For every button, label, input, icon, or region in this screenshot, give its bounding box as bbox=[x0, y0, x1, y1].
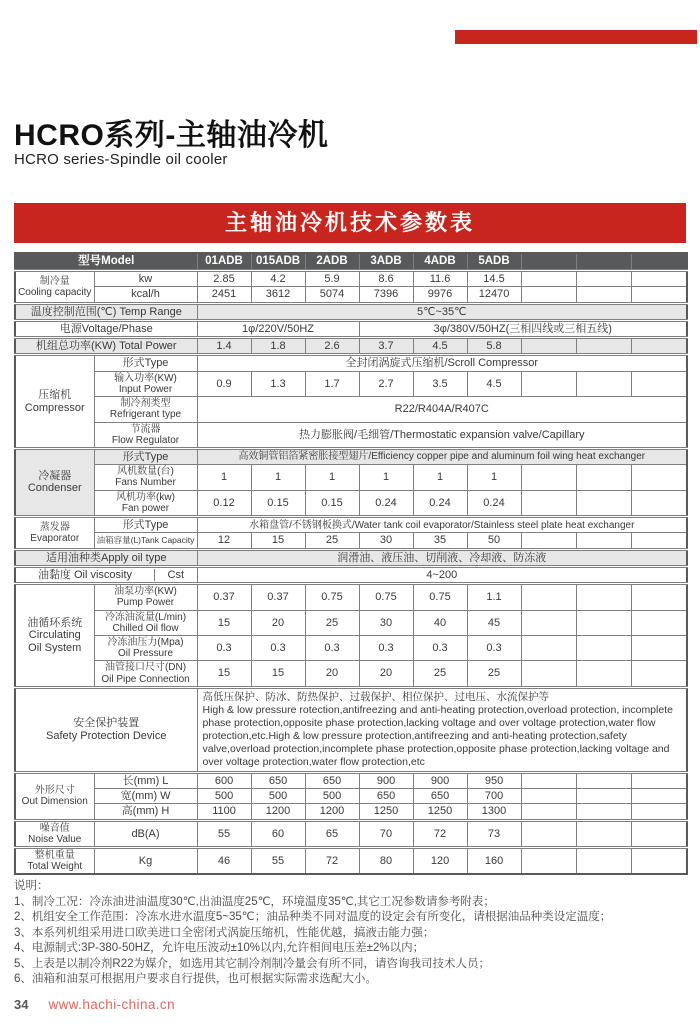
table-cell bbox=[631, 287, 687, 303]
note-line: 1、制冷工况：冷冻油进油温度30℃,出油温度25℃，环境温度35℃,其它工况参数请参考附表； bbox=[14, 895, 495, 908]
table-cell: kw bbox=[94, 270, 197, 286]
table-cell: 1.3 bbox=[251, 371, 305, 396]
table-cell: 0.24 bbox=[467, 490, 521, 516]
table-row bbox=[15, 490, 687, 516]
table-cell: 1φ/220V/50HZ bbox=[197, 320, 359, 337]
table-cell bbox=[576, 635, 631, 660]
page-footer bbox=[14, 997, 175, 1012]
table-cell bbox=[631, 820, 687, 847]
table-cell: 1200 bbox=[251, 804, 305, 820]
table-cell: 安全保护装置 Safety Protection Device bbox=[15, 687, 197, 772]
column-header-cell bbox=[521, 253, 576, 270]
table-cell bbox=[521, 338, 576, 355]
table-cell bbox=[631, 270, 687, 286]
table-row bbox=[15, 549, 687, 566]
page-subtitle: HCRO series-Spindle oil cooler bbox=[14, 151, 228, 168]
table-cell: 46 bbox=[197, 848, 251, 875]
table-cell: 润滑油、液压油、切削液、冷却液、防冻液 bbox=[197, 549, 687, 566]
table-cell: 适用油种类Apply oil type bbox=[15, 549, 197, 566]
table-cell: 20 bbox=[251, 610, 305, 635]
table-cell: 11.6 bbox=[413, 270, 467, 286]
table-cell: 5.8 bbox=[467, 338, 521, 355]
table-cell bbox=[576, 371, 631, 396]
table-cell: 2.85 bbox=[197, 270, 251, 286]
table-row bbox=[15, 338, 687, 355]
table-row bbox=[15, 371, 687, 396]
table-cell: 油循环系统 Circulating Oil System bbox=[15, 584, 94, 688]
table-cell: 15 bbox=[197, 661, 251, 687]
table-cell: 25 bbox=[413, 661, 467, 687]
table-cell bbox=[631, 584, 687, 610]
table-cell bbox=[576, 610, 631, 635]
table-cell: 55 bbox=[197, 820, 251, 847]
table-cell: 1300 bbox=[467, 804, 521, 820]
table-cell: 冷凝器 Condenser bbox=[15, 448, 94, 516]
table-cell: 0.9 bbox=[197, 371, 251, 396]
table-cell: 2451 bbox=[197, 287, 251, 303]
table-cell: 15 bbox=[251, 533, 305, 549]
table-cell: 5074 bbox=[305, 287, 359, 303]
table-cell: 高(mm) H bbox=[94, 804, 197, 820]
table-cell: dB(A) bbox=[94, 820, 197, 847]
table-cell bbox=[576, 804, 631, 820]
table-cell: 55 bbox=[251, 848, 305, 875]
table-cell: 冷冻油流量(L/min) Chilled Oil flow bbox=[94, 610, 197, 635]
table-cell: 3φ/380V/50HZ(三相四线或三相五线) bbox=[359, 320, 687, 337]
notes-section bbox=[14, 879, 690, 988]
table-cell: 热力膨胀阀/毛细管/Thermostatic expansion valve/Capillary bbox=[197, 422, 687, 448]
table-cell: 900 bbox=[359, 772, 413, 788]
table-cell: 0.3 bbox=[359, 635, 413, 660]
table-cell bbox=[576, 287, 631, 303]
table-cell bbox=[576, 789, 631, 804]
table-cell: 120 bbox=[413, 848, 467, 875]
table-cell: 机组总功率(KW) Total Power bbox=[15, 338, 197, 355]
column-header-cell: 3ADB bbox=[359, 253, 413, 270]
table-row bbox=[15, 687, 687, 772]
table-cell: 40 bbox=[413, 610, 467, 635]
table-cell bbox=[521, 820, 576, 847]
table-cell bbox=[576, 490, 631, 516]
table-cell: 700 bbox=[467, 789, 521, 804]
column-header-cell: 01ADB bbox=[197, 253, 251, 270]
table-row bbox=[15, 320, 687, 337]
table-cell bbox=[576, 661, 631, 687]
column-header-cell: 型号Model bbox=[15, 253, 197, 270]
table-cell: 30 bbox=[359, 610, 413, 635]
table-cell: 30 bbox=[359, 533, 413, 549]
table-cell bbox=[631, 465, 687, 490]
table-cell: 温度控制范围(℃) Temp Range bbox=[15, 303, 197, 320]
table-cell: 3612 bbox=[251, 287, 305, 303]
table-cell: 油泵功率(KW) Pump Power bbox=[94, 584, 197, 610]
table-cell: 160 bbox=[467, 848, 521, 875]
table-cell: 1 bbox=[413, 465, 467, 490]
table-cell: 4.2 bbox=[251, 270, 305, 286]
top-accent-bar bbox=[455, 30, 697, 44]
table-cell: 0.15 bbox=[305, 490, 359, 516]
table-title-text: 主轴油冷机技术参数表 bbox=[224, 210, 475, 235]
table-cell: 1.4 bbox=[197, 338, 251, 355]
table-cell bbox=[576, 584, 631, 610]
table-cell: 压缩机 Compressor bbox=[15, 355, 94, 448]
table-cell: 1 bbox=[197, 465, 251, 490]
table-cell: 0.75 bbox=[359, 584, 413, 610]
note-line: 5、上表是以制冷剂R22为媒介，如选用其它制冷剂制冷量会有所不同，请咨询我司技术人员； bbox=[14, 957, 490, 970]
table-cell: kcal/h bbox=[94, 287, 197, 303]
table-header-row bbox=[15, 253, 687, 270]
table-cell: 1250 bbox=[413, 804, 467, 820]
table-cell: 2.6 bbox=[305, 338, 359, 355]
table-cell: 0.3 bbox=[305, 635, 359, 660]
table-cell: 25 bbox=[305, 533, 359, 549]
table-cell: 外形尺寸 Out Dimension bbox=[15, 772, 94, 820]
table-cell: Cst bbox=[167, 568, 184, 581]
table-cell: 650 bbox=[359, 789, 413, 804]
table-cell: 15 bbox=[251, 661, 305, 687]
table-row bbox=[15, 287, 687, 303]
table-cell bbox=[631, 490, 687, 516]
table-cell: 0.37 bbox=[251, 584, 305, 610]
table-cell bbox=[631, 635, 687, 660]
table-cell: 72 bbox=[305, 848, 359, 875]
table-cell: 形式Type bbox=[94, 516, 197, 532]
table-cell: 1 bbox=[359, 465, 413, 490]
table-cell bbox=[631, 371, 687, 396]
website-url[interactable]: www.hachi-china.cn bbox=[48, 997, 175, 1012]
table-cell: 节流器 Flow Regulator bbox=[94, 422, 197, 448]
table-cell: 输入功率(KW) Input Power bbox=[94, 371, 197, 396]
table-cell: 油管接口尺寸(DN) Oil Pipe Connection bbox=[94, 661, 197, 687]
table-cell: 4.5 bbox=[467, 371, 521, 396]
table-cell: 500 bbox=[251, 789, 305, 804]
table-cell bbox=[521, 490, 576, 516]
table-cell: 0.12 bbox=[197, 490, 251, 516]
spec-table bbox=[14, 252, 686, 875]
table-row bbox=[15, 397, 687, 422]
table-cell: 73 bbox=[467, 820, 521, 847]
table-cell: 整机重量 Total Weight bbox=[15, 848, 94, 875]
table-cell: 油箱容量(L)Tank Capacity bbox=[94, 533, 197, 549]
table-cell: 1 bbox=[251, 465, 305, 490]
table-cell bbox=[521, 661, 576, 687]
page-number: 34 bbox=[14, 997, 29, 1012]
note-line: 6、油箱和油泵可根据用户要求自行提供，也可根据实际需求选配大小。 bbox=[14, 973, 377, 985]
table-cell bbox=[521, 804, 576, 820]
table-cell: 风机功率(kw) Fan power bbox=[94, 490, 197, 516]
table-cell: 900 bbox=[413, 772, 467, 788]
table-row bbox=[15, 566, 687, 583]
table-cell bbox=[521, 848, 576, 875]
column-header-cell: 2ADB bbox=[305, 253, 359, 270]
table-cell: 1100 bbox=[197, 804, 251, 820]
table-cell: 风机数量(台) Fans Number bbox=[94, 465, 197, 490]
table-cell: 全封闭涡旋式压缩机/Scroll Compressor bbox=[197, 355, 687, 371]
table-cell bbox=[631, 772, 687, 788]
note-line: 4、电源制式:3P-380-50HZ，允许电压波动±10%以内,允许相间电压差±2%以内； bbox=[14, 942, 425, 954]
column-header-cell bbox=[631, 253, 687, 270]
table-cell: 长(mm) L bbox=[94, 772, 197, 788]
table-cell: 72 bbox=[413, 820, 467, 847]
table-row bbox=[15, 789, 687, 804]
table-cell: 25 bbox=[467, 661, 521, 687]
table-cell: 45 bbox=[467, 610, 521, 635]
column-header-cell: 015ADB bbox=[251, 253, 305, 270]
table-cell bbox=[521, 533, 576, 549]
table-cell: 0.24 bbox=[359, 490, 413, 516]
table-cell: 形式Type bbox=[94, 355, 197, 371]
table-cell: 5℃~35℃ bbox=[197, 303, 687, 320]
table-cell bbox=[521, 789, 576, 804]
table-cell: 0.3 bbox=[251, 635, 305, 660]
table-cell: 形式Type bbox=[94, 448, 197, 464]
table-cell: 7396 bbox=[359, 287, 413, 303]
table-cell: 650 bbox=[251, 772, 305, 788]
table-row bbox=[15, 804, 687, 820]
table-row bbox=[15, 448, 687, 464]
table-row bbox=[15, 422, 687, 448]
table-cell bbox=[521, 610, 576, 635]
table-cell: 高低压保护、防冰、防热保护、过载保护、相位保护、过电压、水流保护等 High & low pressure rotection,antifreezing and anti-heating protection,overload protection, incomplete phase protection,opposite phase protection,lacking voltage and over voltage protection,water flow protection,etc.High & low pressure protection,antifreezing and anti-heating protection,safety valve,overload protection,incomplete phase protection,opposite phase protection,lacking voltage and over voltage protection,water flow protection,etc bbox=[197, 687, 687, 772]
table-row bbox=[15, 533, 687, 549]
table-cell bbox=[631, 789, 687, 804]
table-cell bbox=[576, 772, 631, 788]
table-cell: 8.6 bbox=[359, 270, 413, 286]
table-cell: 制冷量 Cooling capacity bbox=[15, 270, 94, 303]
table-cell: Kg bbox=[94, 848, 197, 875]
table-cell: 950 bbox=[467, 772, 521, 788]
table-cell: 65 bbox=[305, 820, 359, 847]
table-cell: 650 bbox=[305, 772, 359, 788]
table-cell bbox=[576, 533, 631, 549]
table-cell: 0.75 bbox=[413, 584, 467, 610]
table-cell: 0.15 bbox=[251, 490, 305, 516]
table-cell: 0.37 bbox=[197, 584, 251, 610]
table-cell: 1 bbox=[305, 465, 359, 490]
table-cell: 高效铜管铝箔紧密胀接型翅片/Efficiency copper pipe and aluminum foil wing heat exchanger bbox=[197, 448, 687, 464]
table-cell: 油黏度 Oil viscosity bbox=[16, 569, 155, 581]
table-cell: 20 bbox=[359, 661, 413, 687]
table-row bbox=[15, 772, 687, 788]
table-cell: 0.75 bbox=[305, 584, 359, 610]
table-cell bbox=[521, 772, 576, 788]
table-row bbox=[15, 584, 687, 610]
column-header-cell: 4ADB bbox=[413, 253, 467, 270]
table-cell: 水箱盘管/不锈钢板换式/Water tank coil evaporator/Stainless steel plate heat exchanger bbox=[197, 516, 687, 532]
table-cell bbox=[521, 635, 576, 660]
table-cell bbox=[521, 270, 576, 286]
table-cell bbox=[576, 820, 631, 847]
table-cell bbox=[631, 533, 687, 549]
table-cell bbox=[576, 848, 631, 875]
table-cell: 25 bbox=[305, 610, 359, 635]
table-row bbox=[15, 848, 687, 875]
table-cell: 600 bbox=[197, 772, 251, 788]
table-cell bbox=[576, 338, 631, 355]
table-cell: 电源Voltage/Phase bbox=[15, 320, 197, 337]
table-cell: 5.9 bbox=[305, 270, 359, 286]
table-cell: 宽(mm) W bbox=[94, 789, 197, 804]
table-cell: 0.24 bbox=[413, 490, 467, 516]
page-title: HCRO系列-主轴油冷机 bbox=[14, 119, 329, 152]
table-cell: 4~200 bbox=[197, 566, 687, 583]
table-cell bbox=[521, 287, 576, 303]
table-cell bbox=[576, 270, 631, 286]
table-title-banner bbox=[14, 203, 686, 243]
note-line: 2、机组安全工作范围：冷冻水进水温度5~35℃；油品种类不同对温度的设定会有所变化，请根据油品种类设定温度； bbox=[14, 911, 612, 923]
table-cell: 4.5 bbox=[413, 338, 467, 355]
table-cell: 14.5 bbox=[467, 270, 521, 286]
table-cell bbox=[631, 610, 687, 635]
table-cell: 35 bbox=[413, 533, 467, 549]
column-header-cell: 5ADB bbox=[467, 253, 521, 270]
note-line: 3、本系列机组采用进口欧美进口全密闭式涡旋压缩机，性能优越，搞液击能力强； bbox=[14, 926, 435, 939]
table-cell: 0.3 bbox=[467, 635, 521, 660]
table-cell: 1.1 bbox=[467, 584, 521, 610]
table-cell: 1200 bbox=[305, 804, 359, 820]
table-cell: 3.5 bbox=[413, 371, 467, 396]
table-cell: 1.8 bbox=[251, 338, 305, 355]
table-cell: R22/R404A/R407C bbox=[197, 397, 687, 422]
table-cell: 1 bbox=[467, 465, 521, 490]
table-cell bbox=[631, 661, 687, 687]
table-cell: 500 bbox=[197, 789, 251, 804]
table-cell bbox=[631, 804, 687, 820]
table-cell: 2.7 bbox=[359, 371, 413, 396]
table-cell bbox=[631, 338, 687, 355]
table-cell: 制冷剂类型 Refrigerant type bbox=[94, 397, 197, 422]
table-cell: 冷冻油压力(Mpa) Oil Pressure bbox=[94, 635, 197, 660]
table-cell: 1.7 bbox=[305, 371, 359, 396]
table-row bbox=[15, 270, 687, 286]
table-cell: 15 bbox=[197, 610, 251, 635]
table-row bbox=[15, 465, 687, 490]
table-row bbox=[15, 820, 687, 847]
table-cell: 1250 bbox=[359, 804, 413, 820]
table-cell: 20 bbox=[305, 661, 359, 687]
table-cell bbox=[521, 371, 576, 396]
table-row bbox=[15, 355, 687, 371]
table-cell: 0.3 bbox=[413, 635, 467, 660]
table-cell: 12470 bbox=[467, 287, 521, 303]
notes-heading: 说明： bbox=[14, 880, 49, 892]
table-cell: 0.3 bbox=[197, 635, 251, 660]
table-cell: 60 bbox=[251, 820, 305, 847]
table-row bbox=[15, 516, 687, 532]
table-cell bbox=[576, 465, 631, 490]
table-row bbox=[15, 635, 687, 660]
column-header-cell bbox=[576, 253, 631, 270]
table-cell: 80 bbox=[359, 848, 413, 875]
table-row bbox=[15, 303, 687, 320]
table-cell: 12 bbox=[197, 533, 251, 549]
table-cell: 9976 bbox=[413, 287, 467, 303]
table-row bbox=[15, 610, 687, 635]
table-cell: 650 bbox=[413, 789, 467, 804]
table-cell: 70 bbox=[359, 820, 413, 847]
table-cell: 噪音值 Noise Value bbox=[15, 820, 94, 847]
table-cell bbox=[15, 566, 197, 583]
table-cell bbox=[521, 465, 576, 490]
table-cell: 3.7 bbox=[359, 338, 413, 355]
table-row bbox=[15, 661, 687, 687]
table-cell: 蒸发器 Evaporator bbox=[15, 516, 94, 549]
table-cell bbox=[631, 848, 687, 875]
table-cell: 50 bbox=[467, 533, 521, 549]
table-cell: 500 bbox=[305, 789, 359, 804]
table-cell bbox=[521, 584, 576, 610]
